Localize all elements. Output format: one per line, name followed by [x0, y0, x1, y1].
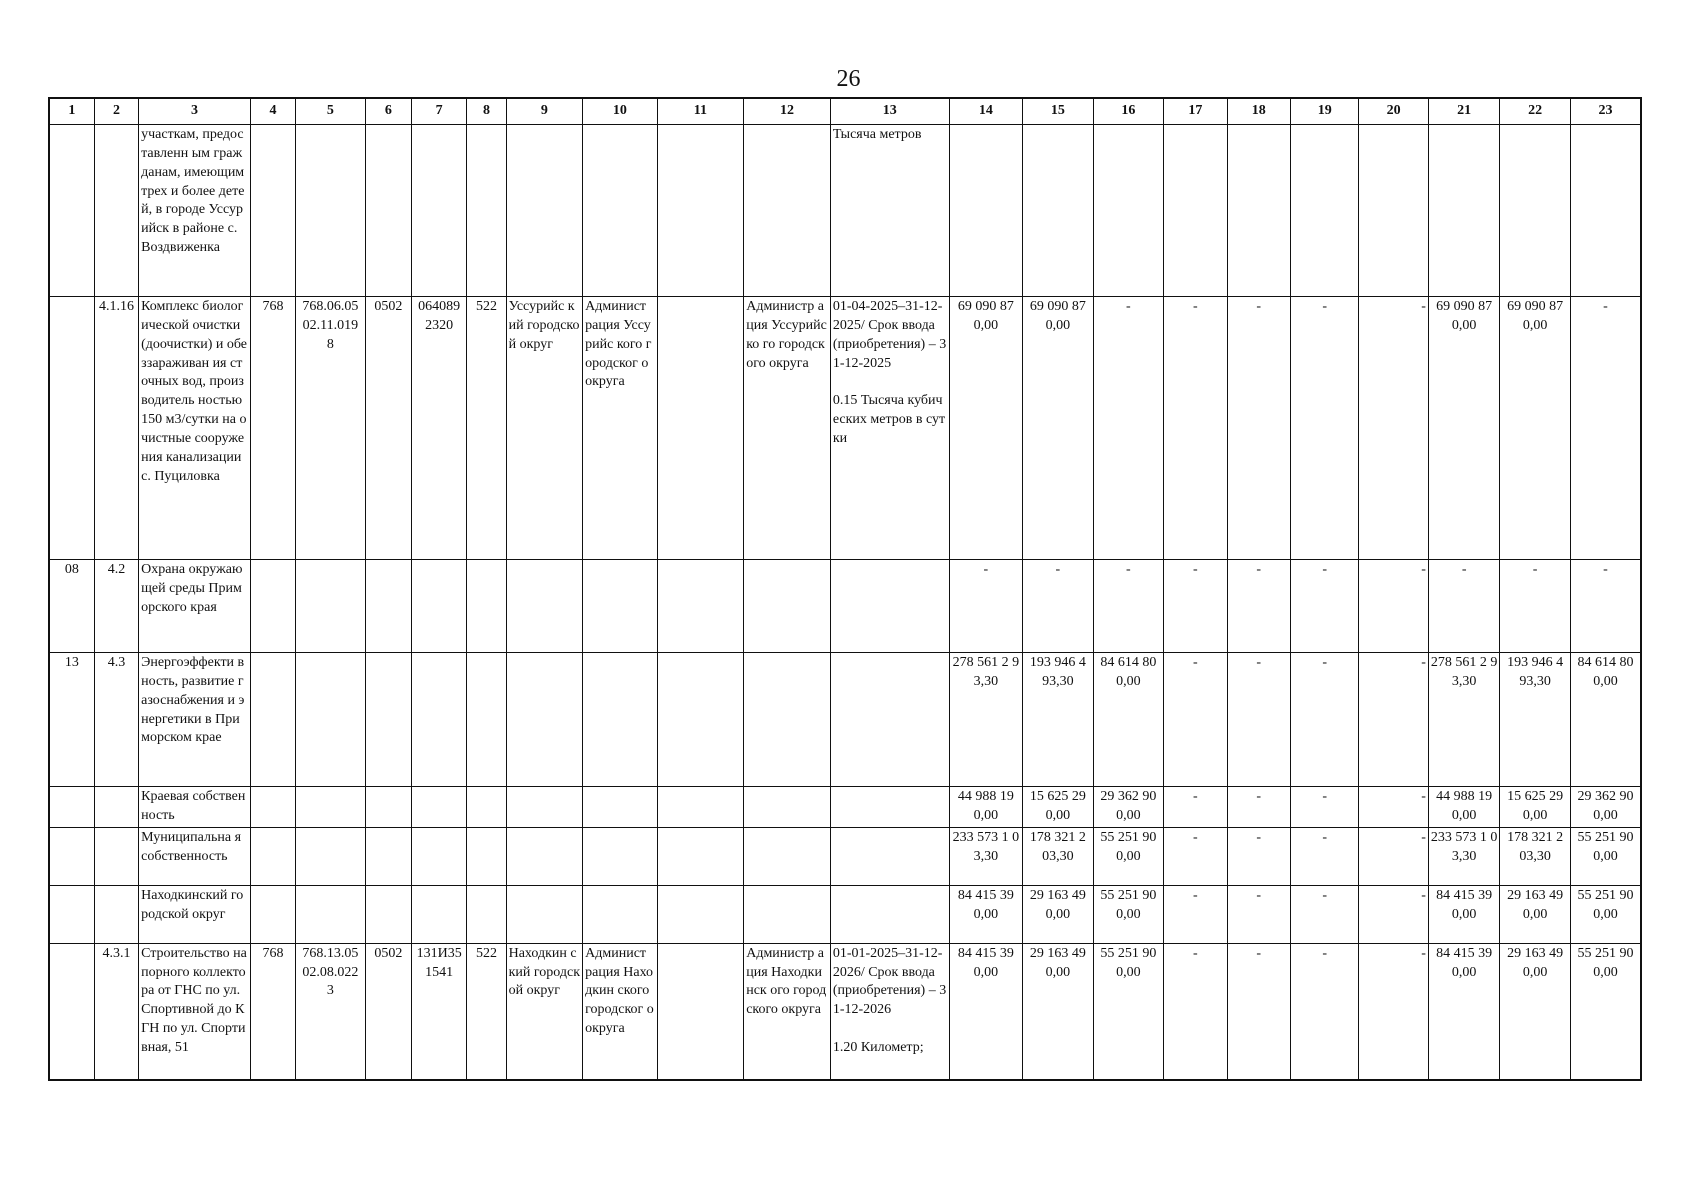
cell	[1428, 124, 1499, 296]
column-header: 8	[467, 98, 506, 124]
column-header: 18	[1227, 98, 1290, 124]
cell: Уссурийс кий городской округ	[506, 296, 583, 559]
cell-result: Тысяча метров	[830, 124, 949, 296]
cell	[49, 124, 94, 296]
cell	[250, 885, 295, 943]
cell-amount: 193 946 4 93,30	[1500, 652, 1570, 786]
cell	[296, 885, 365, 943]
column-header: 9	[506, 98, 583, 124]
cell	[949, 124, 1023, 296]
cell-amount: -	[1290, 652, 1358, 786]
column-header: 4	[250, 98, 295, 124]
cell	[296, 827, 365, 885]
cell	[657, 786, 744, 827]
cell: 768.06.05 02.11.019 8	[296, 296, 365, 559]
table-row	[49, 559, 1641, 652]
column-header: 16	[1093, 98, 1163, 124]
cell-amount: 69 090 87 0,00	[949, 296, 1023, 559]
cell-amount: -	[1359, 652, 1428, 786]
cell	[467, 124, 506, 296]
cell-amount: 15 625 29 0,00	[1500, 786, 1570, 827]
cell	[506, 885, 583, 943]
cell	[583, 885, 658, 943]
page-number: 26	[836, 66, 861, 92]
cell-amount: 178 321 2 03,30	[1023, 827, 1093, 885]
cell-amount: -	[1359, 786, 1428, 827]
cell	[1023, 124, 1093, 296]
cell-amount: -	[1290, 559, 1358, 652]
cell	[467, 885, 506, 943]
cell: Админист рация Находкин ского городског о округа	[583, 943, 658, 1080]
cell	[830, 559, 949, 652]
cell-capacity: 0.15 Тысяча кубических метров в сутки	[832, 393, 946, 447]
cell-amount: 84 415 39 0,00	[1428, 885, 1499, 943]
cell	[744, 652, 831, 786]
cell	[583, 559, 658, 652]
cell-amount: 84 415 39 0,00	[1428, 943, 1499, 1080]
cell	[411, 652, 466, 786]
cell-amount: -	[949, 559, 1023, 652]
cell	[49, 943, 94, 1080]
cell	[250, 652, 295, 786]
cell	[657, 652, 744, 786]
cell	[744, 885, 831, 943]
cell	[1359, 124, 1428, 296]
cell	[296, 559, 365, 652]
cell-amount: 15 625 29 0,00	[1023, 786, 1093, 827]
cell-amount: 233 573 1 03,30	[1428, 827, 1499, 885]
cell	[467, 827, 506, 885]
cell	[296, 652, 365, 786]
cell-name: Находкинский городской округ	[139, 885, 251, 943]
cell	[365, 652, 411, 786]
cell: 522	[467, 943, 506, 1080]
cell	[467, 652, 506, 786]
cell-amount: -	[1359, 296, 1428, 559]
cell	[94, 885, 138, 943]
cell	[744, 124, 831, 296]
cell-amount: -	[1570, 559, 1641, 652]
cell	[296, 786, 365, 827]
column-header: 13	[830, 98, 949, 124]
cell	[411, 885, 466, 943]
cell	[296, 124, 365, 296]
cell-amount: -	[1428, 559, 1499, 652]
cell-amount: 44 988 19 0,00	[949, 786, 1023, 827]
cell-name: Краевая собственность	[139, 786, 251, 827]
cell-amount: -	[1500, 559, 1570, 652]
cell	[744, 559, 831, 652]
cell	[365, 827, 411, 885]
cell	[411, 827, 466, 885]
cell	[467, 786, 506, 827]
cell	[830, 885, 949, 943]
cell-amount: -	[1227, 943, 1290, 1080]
cell: Администр ация Находкинск ого городского округа	[744, 943, 831, 1080]
cell-amount: -	[1164, 827, 1227, 885]
cell-amount: -	[1093, 296, 1163, 559]
cell	[744, 827, 831, 885]
cell-amount: 55 251 90 0,00	[1093, 827, 1163, 885]
budget-table	[48, 97, 1642, 1081]
cell-amount: 69 090 87 0,00	[1428, 296, 1499, 559]
cell-amount: -	[1227, 827, 1290, 885]
cell	[365, 559, 411, 652]
cell	[830, 786, 949, 827]
cell	[506, 652, 583, 786]
column-header: 1	[49, 98, 94, 124]
column-header: 10	[583, 98, 658, 124]
cell	[583, 827, 658, 885]
cell: 768	[250, 943, 295, 1080]
cell	[250, 827, 295, 885]
cell-result	[830, 296, 949, 559]
cell	[506, 124, 583, 296]
cell-amount: -	[1164, 786, 1227, 827]
cell-amount: 193 946 4 93,30	[1023, 652, 1093, 786]
cell-amount: 29 163 49 0,00	[1500, 943, 1570, 1080]
cell	[365, 885, 411, 943]
cell	[411, 124, 466, 296]
cell-amount: -	[1290, 885, 1358, 943]
cell	[365, 124, 411, 296]
column-header: 6	[365, 98, 411, 124]
table-row	[49, 786, 1641, 827]
cell-amount: -	[1227, 786, 1290, 827]
cell: 768	[250, 296, 295, 559]
column-header: 19	[1290, 98, 1358, 124]
table-row	[49, 652, 1641, 786]
cell-amount: 69 090 87 0,00	[1023, 296, 1093, 559]
cell-amount: 44 988 19 0,00	[1428, 786, 1499, 827]
cell	[583, 652, 658, 786]
cell	[583, 124, 658, 296]
cell	[250, 786, 295, 827]
cell-amount: 29 163 49 0,00	[1023, 885, 1093, 943]
cell-amount: -	[1290, 786, 1358, 827]
cell-amount: -	[1227, 885, 1290, 943]
table-header-row	[49, 98, 1641, 124]
cell-name: Строительство напорного коллектора от ГНС по ул. Спортивной до КГН по ул. Спортивная, 51	[139, 943, 251, 1080]
cell: 0502	[365, 943, 411, 1080]
cell-amount: -	[1359, 559, 1428, 652]
cell-code: 08	[49, 559, 94, 652]
cell-amount: -	[1359, 943, 1428, 1080]
cell-amount: -	[1023, 559, 1093, 652]
cell	[506, 827, 583, 885]
table-row	[49, 827, 1641, 885]
cell-amount: 84 415 39 0,00	[949, 885, 1023, 943]
cell-name: участкам, предоставленн ым гражданам, имеющим трех и более детей, в городе Уссурийск в районе с. Воздвиженка	[139, 124, 251, 296]
cell	[365, 786, 411, 827]
cell	[94, 124, 138, 296]
cell	[657, 943, 744, 1080]
cell: Находкин ский городской округ	[506, 943, 583, 1080]
cell: 0502	[365, 296, 411, 559]
cell-amount: 69 090 87 0,00	[1500, 296, 1570, 559]
cell-amount: 29 163 49 0,00	[1500, 885, 1570, 943]
cell-amount: -	[1359, 885, 1428, 943]
cell-amount: 29 362 90 0,00	[1093, 786, 1163, 827]
column-header: 2	[94, 98, 138, 124]
cell	[657, 296, 744, 559]
cell	[506, 559, 583, 652]
cell	[94, 786, 138, 827]
column-header: 21	[1428, 98, 1499, 124]
cell-amount: -	[1164, 296, 1227, 559]
column-header: 14	[949, 98, 1023, 124]
cell-amount: -	[1290, 943, 1358, 1080]
cell-amount: 84 614 80 0,00	[1093, 652, 1163, 786]
column-header: 15	[1023, 98, 1093, 124]
column-header: 5	[296, 98, 365, 124]
column-header: 22	[1500, 98, 1570, 124]
cell	[49, 827, 94, 885]
column-header: 17	[1164, 98, 1227, 124]
cell	[830, 652, 949, 786]
cell-name: Охрана окружающей среды Приморского края	[139, 559, 251, 652]
cell-code: 13	[49, 652, 94, 786]
cell-amount: 278 561 2 93,30	[1428, 652, 1499, 786]
cell	[583, 786, 658, 827]
cell-code: 4.3	[94, 652, 138, 786]
cell	[657, 559, 744, 652]
cell-amount: -	[1227, 559, 1290, 652]
cell-amount: -	[1093, 559, 1163, 652]
column-header: 12	[744, 98, 831, 124]
cell	[1093, 124, 1163, 296]
cell-amount: 55 251 90 0,00	[1093, 885, 1163, 943]
cell	[1290, 124, 1358, 296]
cell	[657, 124, 744, 296]
cell	[411, 786, 466, 827]
cell	[49, 296, 94, 559]
cell	[1164, 124, 1227, 296]
cell: 768.13.05 02.08.022 3	[296, 943, 365, 1080]
cell-amount: 55 251 90 0,00	[1093, 943, 1163, 1080]
table-row	[49, 296, 1641, 559]
cell	[1570, 124, 1641, 296]
cell-amount: -	[1164, 943, 1227, 1080]
cell-amount: -	[1359, 827, 1428, 885]
cell-result	[830, 943, 949, 1080]
cell	[1500, 124, 1570, 296]
cell-amount: -	[1164, 885, 1227, 943]
cell: Админист рация Уссурийс кого городског о округа	[583, 296, 658, 559]
column-header: 11	[657, 98, 744, 124]
table-row	[49, 124, 1641, 296]
column-header: 20	[1359, 98, 1428, 124]
cell-amount: -	[1164, 652, 1227, 786]
cell-amount: 29 163 49 0,00	[1023, 943, 1093, 1080]
cell-dates: 01-04-2025–31-12-2025/ Срок ввода (приобретения) – 31-12-2025	[832, 298, 947, 371]
cell	[467, 559, 506, 652]
cell-capacity: 1.20 Километр;	[832, 1040, 924, 1056]
cell-name: Комплекс биологической очистки (доочистки) и обеззараживан ия сточных вод, производитель ностью 150 м3/сутки на очистные сооружения канализации с. Пуциловка	[139, 296, 251, 559]
cell-amount: 55 251 90 0,00	[1570, 827, 1641, 885]
cell-amount: -	[1164, 559, 1227, 652]
cell	[657, 827, 744, 885]
cell	[830, 827, 949, 885]
table-row	[49, 943, 1641, 1080]
cell	[506, 786, 583, 827]
table-row	[49, 885, 1641, 943]
cell	[250, 559, 295, 652]
cell-name: Муниципальна я собственность	[139, 827, 251, 885]
cell-amount: 178 321 2 03,30	[1500, 827, 1570, 885]
column-header: 3	[139, 98, 251, 124]
column-header: 23	[1570, 98, 1641, 124]
cell-amount: 29 362 90 0,00	[1570, 786, 1641, 827]
cell: 131И35 1541	[411, 943, 466, 1080]
cell-amount: 84 614 80 0,00	[1570, 652, 1641, 786]
cell	[744, 786, 831, 827]
cell	[1227, 124, 1290, 296]
cell-dates: 01-01-2025–31-12-2026/ Срок ввода (приобретения) – 31-12-2026	[832, 945, 947, 1018]
cell-amount: 84 415 39 0,00	[949, 943, 1023, 1080]
cell-amount: 278 561 2 93,30	[949, 652, 1023, 786]
cell: Администр ация Уссурийско го городского округа	[744, 296, 831, 559]
cell-name: Энергоэффекти вность, развитие газоснабжения и энергетики в Приморском крае	[139, 652, 251, 786]
cell-amount: -	[1570, 296, 1641, 559]
cell-amount: -	[1227, 296, 1290, 559]
cell-amount: 55 251 90 0,00	[1570, 885, 1641, 943]
cell	[49, 885, 94, 943]
cell	[49, 786, 94, 827]
cell	[657, 885, 744, 943]
cell: 064089 2320	[411, 296, 466, 559]
cell	[411, 559, 466, 652]
cell-code: 4.3.1	[94, 943, 138, 1080]
cell-amount: 233 573 1 03,30	[949, 827, 1023, 885]
cell	[250, 124, 295, 296]
cell-code: 4.1.16	[94, 296, 138, 559]
column-header: 7	[411, 98, 466, 124]
cell-amount: 55 251 90 0,00	[1570, 943, 1641, 1080]
cell-amount: -	[1227, 652, 1290, 786]
cell-code: 4.2	[94, 559, 138, 652]
cell	[94, 827, 138, 885]
cell-amount: -	[1290, 827, 1358, 885]
cell: 522	[467, 296, 506, 559]
cell-amount: -	[1290, 296, 1358, 559]
